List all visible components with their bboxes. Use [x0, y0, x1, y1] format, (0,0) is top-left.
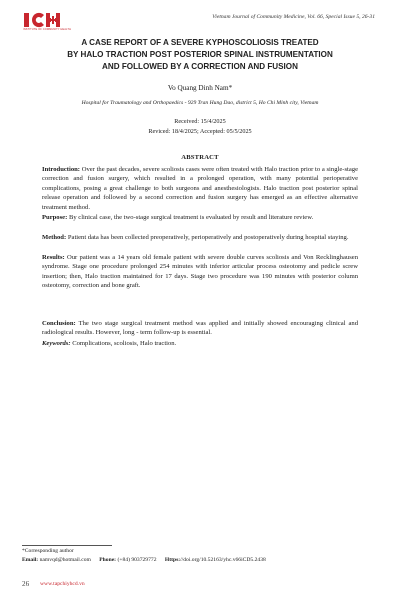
abstract-purpose [42, 213, 358, 222]
contact-line [22, 557, 382, 563]
article-title [30, 37, 370, 73]
abstract-results [42, 253, 358, 291]
section-text: Our patient was a 14 years old female patient with severe double curves scoliosis and Von Recklinghausen syndrome. Stage one procedure prolonged 254 minutes with inferior articular process osteotomy and pedicle screw insertion; then, Halo traction maintained for 17 days. Stage two procedure was 190 minutes with posterior column osteotomy, correction and bone graft. [42, 254, 358, 290]
abstract-introduction [42, 165, 358, 212]
doi-link[interactable]: //doi.org/10.52163/yhc.v66iCD5.2438 [180, 557, 266, 563]
phone-value: (+84) 903729772 [117, 557, 157, 563]
corresponding-author-note: *Corresponding author [22, 548, 74, 554]
section-label: Purpose: [42, 214, 68, 221]
phone-label: Phone: [99, 557, 117, 563]
abstract-conclusion [42, 319, 358, 338]
doi-label: Https: [164, 557, 181, 563]
section-text: The two stage surgical treatment method was applied and initially showed encouraging clinical and radiological results. However, long - term follow-up is essential. [42, 320, 359, 337]
page-number: 26 [22, 580, 30, 588]
section-text: Over the past decades, severe scoliosis cases were often treated with Halo traction prior to a single-stage correction and fusion surgery, which resulted in a prolonged operation, with many potential perioperative complications, posing a great challenge to both surgeons and anesthesiologists. Halo traction post posterior spinal release operation and followed by a second correction and fusion surgery has emerged as an effective alternative treatment method. [42, 166, 358, 211]
title-line: AND FOLLOWED BY A CORRECTION AND FUSION [102, 62, 298, 71]
revised-accepted-date: Reviced: 18/4/2025; Accepted: 05/5/2025 [148, 128, 252, 135]
journal-citation: Vietnam Journal of Community Medicine, Vol. 66, Special Issue 5, 26-31 [212, 14, 375, 20]
received-date: Received: 15/4/2025 [174, 118, 226, 125]
logo-subtext: INSTITUTE OF COMMUNITY HEALTH [23, 28, 72, 31]
journal-url[interactable]: www.tapchiyhcd.vn [40, 581, 85, 587]
section-label: Introduction: [42, 166, 80, 173]
section-label: Conclusion: [42, 320, 76, 327]
email-label: Email: [22, 557, 39, 563]
section-text: By clinical case, the two-stage surgical treatment is evaluated by result and literature review. [68, 214, 314, 221]
section-text: Complications, scoliosis, Halo traction. [72, 340, 177, 347]
title-line: BY HALO TRACTION POST POSTERIOR SPINAL INSTRUMENTATION [67, 50, 333, 59]
section-label: Method: [42, 234, 67, 241]
footnote-divider [22, 545, 112, 546]
abstract-heading: ABSTRACT [181, 154, 219, 161]
abstract-keywords [42, 339, 358, 348]
email-value[interactable]: namvqd@hotmail.com [39, 557, 91, 563]
title-line: A CASE REPORT OF A SEVERE KYPHOSCOLIOSIS TREATED [81, 38, 319, 47]
abstract-method [42, 233, 358, 242]
section-label: Results: [42, 254, 65, 261]
journal-logo [24, 10, 64, 30]
section-text: Patient data has been collected preoperatively, perioperatively and postoperatively during hospital staying. [67, 234, 349, 241]
section-label: Keywords: [42, 340, 71, 347]
author-affiliation: Hospital for Traumatology and Orthopaedics - 929 Tran Hung Dao, district 5, Ho Chi Minh city, Vietnam [81, 100, 319, 106]
author-name: Vo Quang Dinh Nam* [167, 84, 233, 92]
